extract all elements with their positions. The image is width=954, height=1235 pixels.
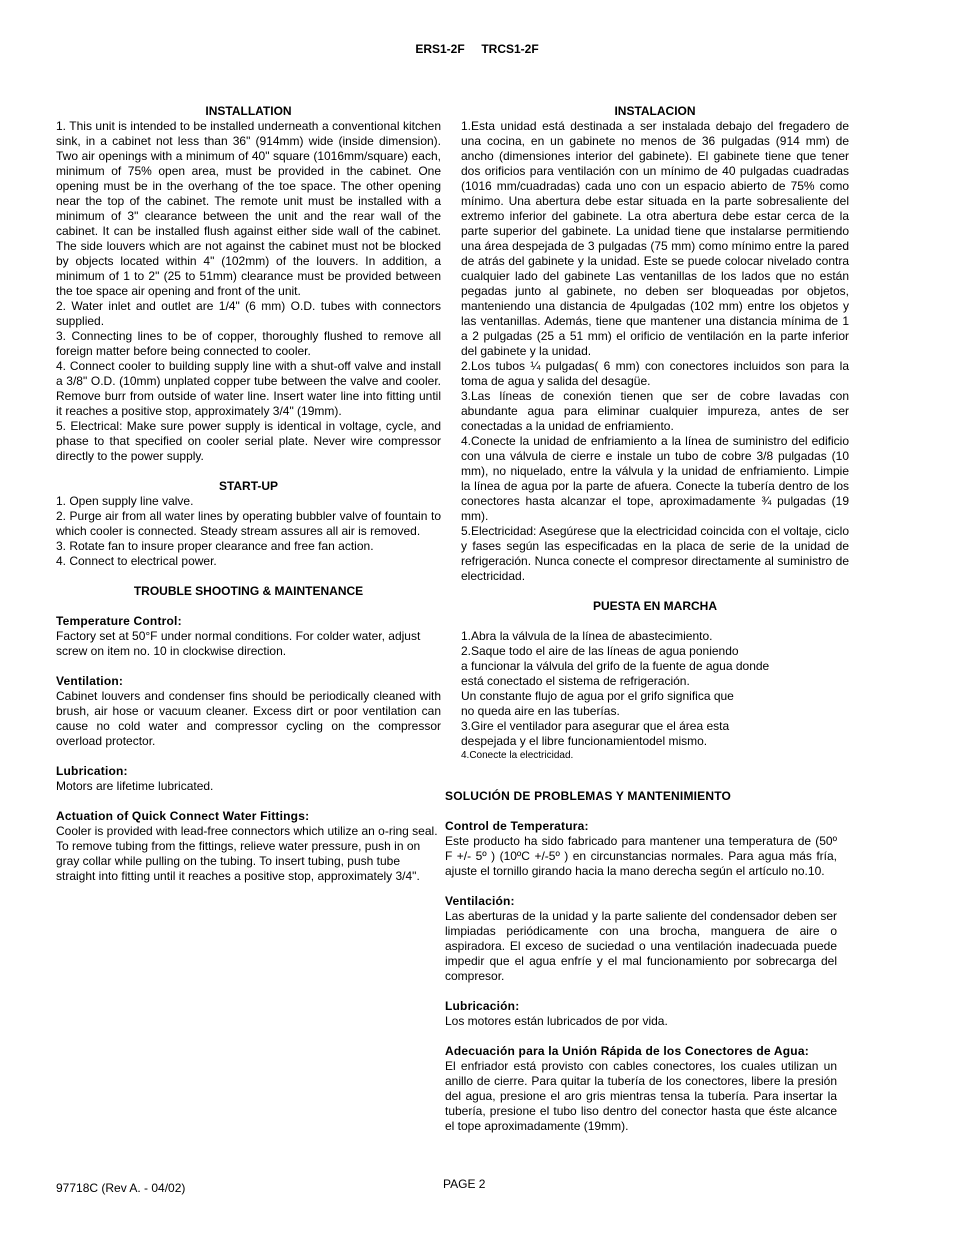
adecuacion-text: El enfriador está provisto con cables conectores, los cuales utilizan un anillo de cierre. Para quitar la tubería de los conectores, libere la presión del agua, presione el aro gris mientras tensa la tubería. Para insertar la tubería, presione el tubo liso dentro del conector hasta que éste alcance el tope aproximadamente (19mm). [445, 1059, 837, 1133]
installation-step-3: 3. Connecting lines to be of copper, thoroughly flushed to remove all foreign matter before being connected to cooler. [56, 329, 441, 358]
puesta-line-last: 4.Conecte la electricidad. [461, 750, 574, 761]
spanish-column-lower [445, 789, 837, 1134]
installation-step-2: 2. Water inlet and outlet are 1/4" (6 mm) O.D. tubes with connectors supplied. [56, 299, 441, 328]
puesta-line-3: a funcionar la válvula del grifo de la fuente de agua donde [461, 659, 770, 673]
installation-step-1: 1. This unit is intended to be installed underneath a conventional kitchen sink, in a cabinet not less than 36" (914mm) wide (inside dimension). Two air openings with a minimum of 40" square (1016mm/square) each, minimum of 75% open area, must be provided in the cabinet. One opening must be in the overhang of the toe space. The other opening near the top of the cabinet. The remote unit must be installed with a minimum of 3" clearance between the unit and the rear wall of the cabinet. It can be installed flush against either side wall of the cabinet. The side louvers which are not against the cabinet must not be blocked by objects located within 4" (102mm) of the louvers. In addition, a minimum of 1 to 2" (25 to 51mm) clearance must be provided between the toe space air opening and front of the unit. [56, 119, 441, 298]
installation-heading: INSTALLATION [205, 104, 292, 118]
startup-step-3: 3. Rotate fan to insure proper clearance and free fan action. [56, 539, 374, 553]
control-temp-heading: Control de Temperatura: [445, 819, 589, 833]
puesta-line-1: 1.Abra la válvula de la línea de abastecimiento. [461, 629, 713, 643]
startup-step-2: 2. Purge air from all water lines by operating bubbler valve of fountain to which cooler is connected. Steady stream assures all air is removed. [56, 509, 441, 538]
instalacion-step-5: 5.Electricidad: Asegúrese que la electricidad coincida con el voltaje, ciclo y fases según las especificadas en la placa de serie de la unidad de refrigeración. Nunca conecte el compresor directamente al suministro de electricidad. [461, 524, 849, 583]
instalacion-step-3: 3.Las líneas de conexión tienen que ser de cobre lavadas con abundante agua para eliminar cualquier impureza, antes de ser conectadas a la unidad de enfriamiento. [461, 389, 849, 433]
installation-step-5: 5. Electrical: Make sure power supply is identical in voltage, cycle, and phase to that specified on cooler serial plate. Never wire compressor directly to the power supply. [56, 419, 441, 463]
quick-connect-heading: Actuation of Quick Connect Water Fittings: [56, 809, 310, 823]
document-number: 97718C (Rev A. - 04/02) [56, 1181, 186, 1195]
puesta-line-2: 2.Saque todo el aire de las líneas de agua poniendo [461, 644, 739, 658]
document-header: ERS1-2F TRCS1-2F [415, 42, 539, 56]
spanish-column-upper [461, 104, 849, 763]
puesta-line-7: 3.Gire el ventilador para asegurar que el área esta [461, 719, 730, 733]
trouble-heading: TROUBLE SHOOTING & MAINTENANCE [133, 584, 364, 598]
lubricacion-text: Los motores están lubricados de por vida. [445, 1014, 668, 1028]
instalacion-heading: INSTALACION [614, 104, 696, 118]
temp-control-text: Factory set at 50°F under normal conditions. For colder water, adjust screw on item no. 10 in clockwise direction. [56, 629, 421, 658]
lubrication-text: Motors are lifetime lubricated. [56, 779, 214, 793]
quick-connect-text: Cooler is provided with lead-free connectors which utilize an o-ring seal. To remove tubing from the fittings, relieve water pressure, push in on gray collar while pulling on the tubing. To insert tubing, push tube straight into fitting until it reaches a positive stop, approximately 3/4". [56, 824, 438, 883]
ventilation-heading: Ventilation: [56, 674, 124, 688]
instalacion-step-1: 1.Esta unidad está destinada a ser instalada debajo del fregadero de una cocina, en un gabinete no menos de 36 pulgadas (914 mm) de ancho (dimensiones interior del gabinete). El gabinete tiene que tener dos orificios para ventilación con un mínimo de 40 pulgadas cuadradas (1016 mm/cuadradas) cada uno con un espacio abierto de 75% como mínimo. Una abertura debe estar situada en la parte sobresaliente del extremo inferior del gabinete. La otra abertura debe estar cerca de la parte superior del gabinete. La unidad tiene que instalarse permitiendo una área despejada de 3 pulgadas (75 mm) como mínimo entre la pared de atrás del gabinete y la unidad. Este se puede colocar nivelado contra cualquier lado del gabinete Las ventanillas de los lados que no están pegadas junto al gabinete, no deben ser bloqueadas por objetos, manteniendo una distancia de 4pulgadas (102 mm) entre los objetos y las ventanillas. Además, tiene que mantener una distancia mínima de 1 a 2 pulgadas (25 a 51 mm) el orificio de ventilación en la parte inferior del gabinete y la unidad. [461, 119, 849, 358]
ventilacion-text: Las aberturas de la unidad y la parte saliente del condensador deben ser limpiadas periódicamente con una brocha, manguera de aire o aspiradora. El exceso de suciedad o una ventilación inadecuada puede impedir que el agua enfríe y el mal funcionamiento por sobrecarga del compresor. [445, 909, 837, 983]
startup-step-1: 1. Open supply line valve. [56, 494, 194, 508]
instalacion-step-2: 2.Los tubos ¼ pulgadas( 6 mm) con conectores incluidos son para la toma de agua y salida del desagüe. [461, 359, 849, 388]
lubrication-heading: Lubrication: [56, 764, 128, 778]
control-temp-text: Este producto ha sido fabricado para mantener una temperatura de (50º F +/- 5º ) (10ºC +/-5º ) en circunstancias normales. Para agua más fría, ajuste el tornillo girando hacia la mano derecha según el artículo no.10. [445, 834, 837, 878]
page-number: PAGE 2 [443, 1177, 486, 1191]
puesta-line-5: Un constante flujo de agua por el grifo significa que [461, 689, 734, 703]
lubricacion-heading: Lubricación: [445, 999, 520, 1013]
adecuacion-heading: Adecuación para la Unión Rápida de los Conectores de Agua: [445, 1044, 809, 1058]
puesta-line-6: no queda aire en las tuberías. [461, 704, 620, 718]
ventilation-text: Cabinet louvers and condenser fins should be periodically cleaned with brush, air hose or vacuum cleaner. Excess dirt or poor ventilation can cause no cold water and compressor cycling on the compressor overload protector. [56, 689, 441, 748]
puesta-line-4: está conectado el sistema de refrigeración. [461, 674, 690, 688]
installation-step-4: 4. Connect cooler to building supply line with a shut-off valve and install a 3/8" O.D. (10mm) unplated copper tube between the valve and cooler. Remove burr from outside of water line. Insert water line into fitting until it reaches a positive stop, approximately 3/4" (19mm). [56, 359, 441, 418]
english-column [56, 104, 441, 884]
ventilacion-heading: Ventilación: [445, 894, 515, 908]
startup-step-4: 4. Connect to electrical power. [56, 554, 217, 568]
startup-heading: START-UP [218, 479, 279, 493]
puesta-line-8: despejada y el libre funcionamientodel mismo. [461, 734, 708, 748]
temp-control-heading: Temperature Control: [56, 614, 182, 628]
instalacion-step-4: 4.Conecte la unidad de enfriamiento a la línea de suministro del edificio con una válvula de cierre e instale un tubo de cobre 3/8 pulgadas (10 mm), no niquelado, entre la válvula y la unidad de enfriamiento. Limpie la línea de agua por la parte de afuera. Conecte la tubería dentro de los conectores hasta alcanzar el tope, aproximadamente ¾ pulgadas (19 mm). [461, 434, 849, 523]
puesta-heading: PUESTA EN MARCHA [592, 599, 717, 613]
solucion-heading: SOLUCIÓN DE PROBLEMAS Y MANTENIMIENTO [445, 789, 732, 803]
